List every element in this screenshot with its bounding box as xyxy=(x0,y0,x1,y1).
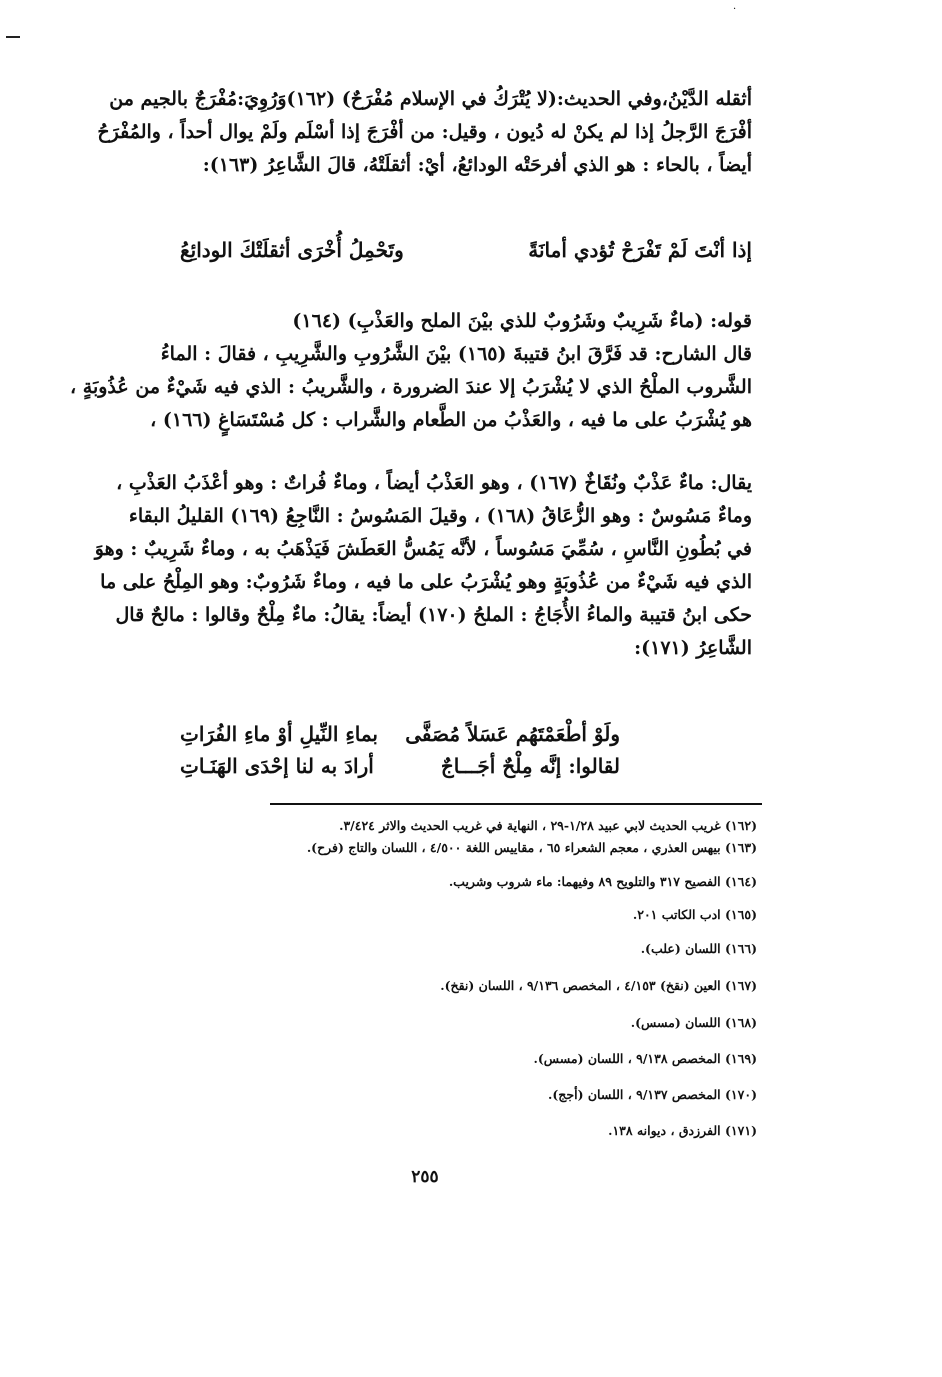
scan-speck: · xyxy=(733,4,737,15)
verse-2-line-1-right: ولَوْ أطْعَمْتَهُم عَسَلاً مُصَفَّى xyxy=(405,722,620,746)
text-line: يقال: ماءٌ عَذْبٌ ونُقَاخٌ (١٦٧) ، وهو العَذْبُ أيضاً ، وماءٌ فُراتٌ : وهو أعْذَبُ العَذْبِ ، xyxy=(116,472,752,494)
text-line: قوله: (ماءٌ شَرِيبٌ وشَرُوبٌ للذي بيْنَ الملح والعَذْبِ) (١٦٤) xyxy=(292,310,752,332)
text-line: في بُطُونِ النَّاسِ ، سُمِّيَ مَسُوساً ، لأنَّه يَمُسُّ العَطَشَ فَيَذْهَبُ به ، وماءٌ شَرِيبٌ : وهوَ xyxy=(94,538,752,560)
verse-1-hemistich-right: إذا أنْتَ لَمْ تَفْرَحْ تُؤدي أمانَةً xyxy=(528,238,752,262)
text-line: قال الشارح: قد فَرَّقَ ابنُ قتيبةَ (١٦٥) بيْنَ الشَّرُوبِ والشَّرِيبِ ، فقالَ : الماءُ xyxy=(160,343,752,365)
footnote-168: (١٦٨) اللسان (مسس). xyxy=(630,1015,757,1030)
text-line: أفْرَجَ الرَّجلُ إذا لم يكنْ له دُيون ، وقيل: من أفْرَجَ إذا أسْلَم ولَمْ يوال أحداً ، والمُفْرَحُ xyxy=(97,121,752,143)
margin-mark xyxy=(6,36,20,38)
verse-2-line-2-left: أرادَ به لنا إحْدَى الهَنَـاتِ xyxy=(180,754,374,778)
verse-2-line-2-right: لقالوا: إنَّه مِلْحٌ أجَـــاجٌ xyxy=(440,754,620,778)
text-line: هو يُشْرَبُ على ما فيه ، والعَذْبُ من الطَّعام والشَّراب : كل مُسْتَسَاغٍ (١٦٦) ، xyxy=(150,409,752,431)
footnote-165: (١٦٥) ادب الكاتب ٢٠١. xyxy=(632,907,757,922)
page-number: ٢٥٥ xyxy=(411,1167,439,1187)
text-line: الشَّاعِرُ (١٧١): xyxy=(634,637,752,659)
text-line: حكى ابنُ قتيبة والماءُ الأُجَاجُ : الملحُ (١٧٠) أيضاً: يقالُ: ماءٌ مِلْحٌ وقالوا : مالحٌ قال xyxy=(115,604,752,626)
footnote-166: (١٦٦) اللسان (علب). xyxy=(640,941,757,956)
verse-1-hemistich-left: وتَحْمِلُ أُخْرَى أثقلَتْكَ الودائِعُ xyxy=(180,238,404,262)
text-line: أثقله الدَّيْنُ،وفي الحديث:(لا يُتْرَكُ في الإسلام مُفْرَحٌ) (١٦٢)وَرُوِيَ:مُفْرَجٌ بالجيم من xyxy=(109,88,752,110)
footnote-163: (١٦٣) بيهس العذري ، معجم الشعراء ٦٥ ، مقاييس اللغة ٤/٥٠٠ ، اللسان والتاج (فرح). xyxy=(306,840,757,855)
text-line: وماءٌ مَسُوسٌ : وهو الزُّعَاقُ (١٦٨) ، وقيلَ المَسُوسُ : النَّاجِعُ (١٦٩) القليلُ البقاء xyxy=(128,505,752,527)
footnote-separator xyxy=(270,803,762,805)
text-line: الذي فيه شَيْءٌ من عُذُوبَةٍ وهو يُشْرَبُ على ما فيه ، وماءٌ شَرُوبٌ: وهو المِلْحُ على ما xyxy=(100,571,752,593)
paragraph-1 xyxy=(97,88,752,187)
footnote-169: (١٦٩) المخصص ٩/١٣٨ ، اللسان (مسس). xyxy=(533,1051,757,1066)
paragraph-2 xyxy=(70,310,752,442)
footnote-164: (١٦٤) الفصيح ٣١٧ والتلويح ٨٩ وفيهما: ماء شروب وشريب. xyxy=(448,874,757,889)
text-line: أيضاً ، بالحاء : هو الذي أفرحَتْه الودائعُ، أيْ: أثقلَتْهُ، قالَ الشَّاعِرُ (١٦٣): xyxy=(202,154,752,176)
footnote-167: (١٦٧) العين (نقخ) ٤/١٥٣ ، المخصص ٩/١٣٦ ، اللسان (نقخ). xyxy=(440,978,757,993)
footnote-170: (١٧٠) المخصص ٩/١٣٧ ، اللسان (أجج). xyxy=(548,1087,757,1102)
text-line: الشَّروب الملْحُ الذي لا يُشْرَبُ إلا عندَ الضرورة ، والشَّريبُ : الذي فيه شَيْءٌ من عُذُوبَةٍ ، xyxy=(70,376,752,398)
paragraph-3 xyxy=(94,472,752,670)
footnote-162: (١٦٢) غريب الحديث لابي عبيد ١/٢٨-٢٩ ، النهاية في غريب الحديث والاثر ٣/٤٢٤. xyxy=(339,818,757,833)
verse-2-line-1-left: بماءِ النِّيلِ أوْ ماءِ الفُرَاتِ xyxy=(180,722,378,746)
footnote-171: (١٧١) الفرزدق ، ديوانه ١٣٨. xyxy=(608,1123,757,1138)
